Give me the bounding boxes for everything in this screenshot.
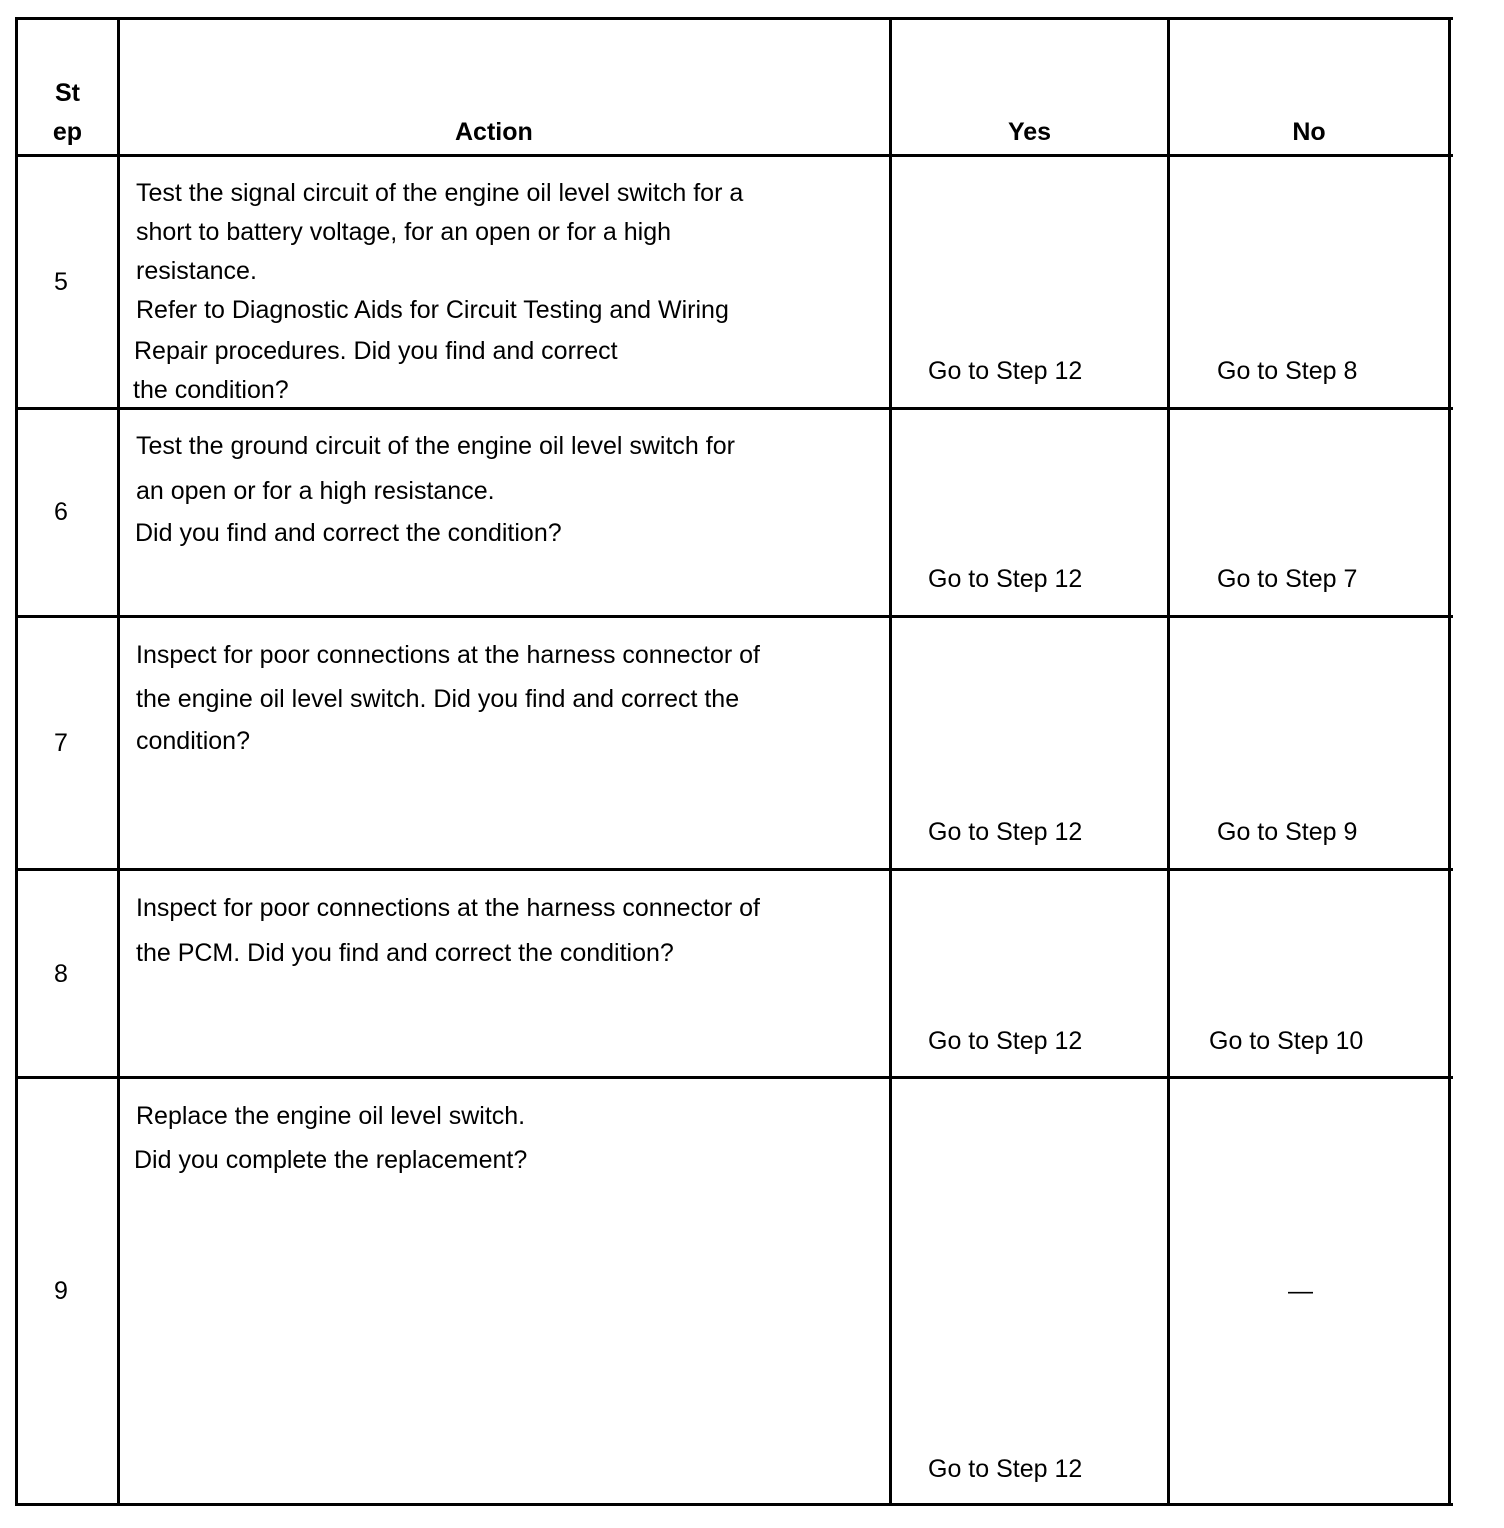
header-step-line2: ep: [52, 118, 83, 146]
step-number: 9: [54, 1277, 68, 1305]
action-line: Test the signal circuit of the engine oil level switch for a: [136, 179, 744, 207]
yes-target: Go to Step 12: [928, 1455, 1083, 1483]
action-line: Replace the engine oil level switch.: [136, 1102, 526, 1130]
header-action: Action: [455, 118, 533, 146]
action-line: Test the ground circuit of the engine oil level switch for: [136, 432, 735, 460]
header-step-line1: St: [55, 79, 80, 107]
table-border-top: [15, 17, 1453, 20]
no-target: Go to Step 9: [1217, 818, 1358, 846]
column-divider: [117, 17, 120, 1506]
action-line: Repair procedures. Did you find and correct: [134, 337, 618, 365]
yes-target: Go to Step 12: [928, 565, 1083, 593]
no-target: Go to Step 8: [1217, 357, 1358, 385]
action-line: resistance.: [136, 257, 257, 285]
action-line: Refer to Diagnostic Aids for Circuit Testing and Wiring: [136, 296, 729, 324]
action-line: Inspect for poor connections at the harness connector of: [136, 894, 760, 922]
header-no: No: [1292, 118, 1326, 146]
table-border-bottom: [15, 1503, 1453, 1506]
step-number: 7: [54, 729, 68, 757]
action-line: condition?: [136, 727, 250, 755]
action-line: Did you complete the replacement?: [134, 1146, 528, 1174]
column-divider: [889, 17, 892, 1506]
no-target: —: [1288, 1277, 1313, 1305]
row-divider: [15, 407, 1453, 410]
action-line: the engine oil level switch. Did you find and correct the: [136, 685, 740, 713]
action-line: Did you find and correct the condition?: [135, 519, 562, 547]
action-line: short to battery voltage, for an open or for a high: [136, 218, 672, 246]
yes-target: Go to Step 12: [928, 1027, 1083, 1055]
header-yes: Yes: [1007, 118, 1052, 146]
action-line: Inspect for poor connections at the harness connector of: [136, 641, 760, 669]
no-target: Go to Step 10: [1209, 1027, 1364, 1055]
yes-target: Go to Step 12: [928, 357, 1083, 385]
header-divider: [15, 154, 1453, 157]
no-target: Go to Step 7: [1217, 565, 1358, 593]
row-divider: [15, 1076, 1453, 1079]
action-line: the PCM. Did you find and correct the condition?: [136, 939, 674, 967]
action-line: an open or for a high resistance.: [136, 477, 495, 505]
row-divider: [15, 868, 1453, 871]
table-border-right: [1448, 17, 1451, 1506]
step-number: 8: [54, 960, 68, 988]
step-number: 5: [54, 268, 68, 296]
yes-target: Go to Step 12: [928, 818, 1083, 846]
row-divider: [15, 615, 1453, 618]
action-line: the condition?: [133, 376, 289, 404]
step-number: 6: [54, 498, 68, 526]
column-divider: [1167, 17, 1170, 1506]
